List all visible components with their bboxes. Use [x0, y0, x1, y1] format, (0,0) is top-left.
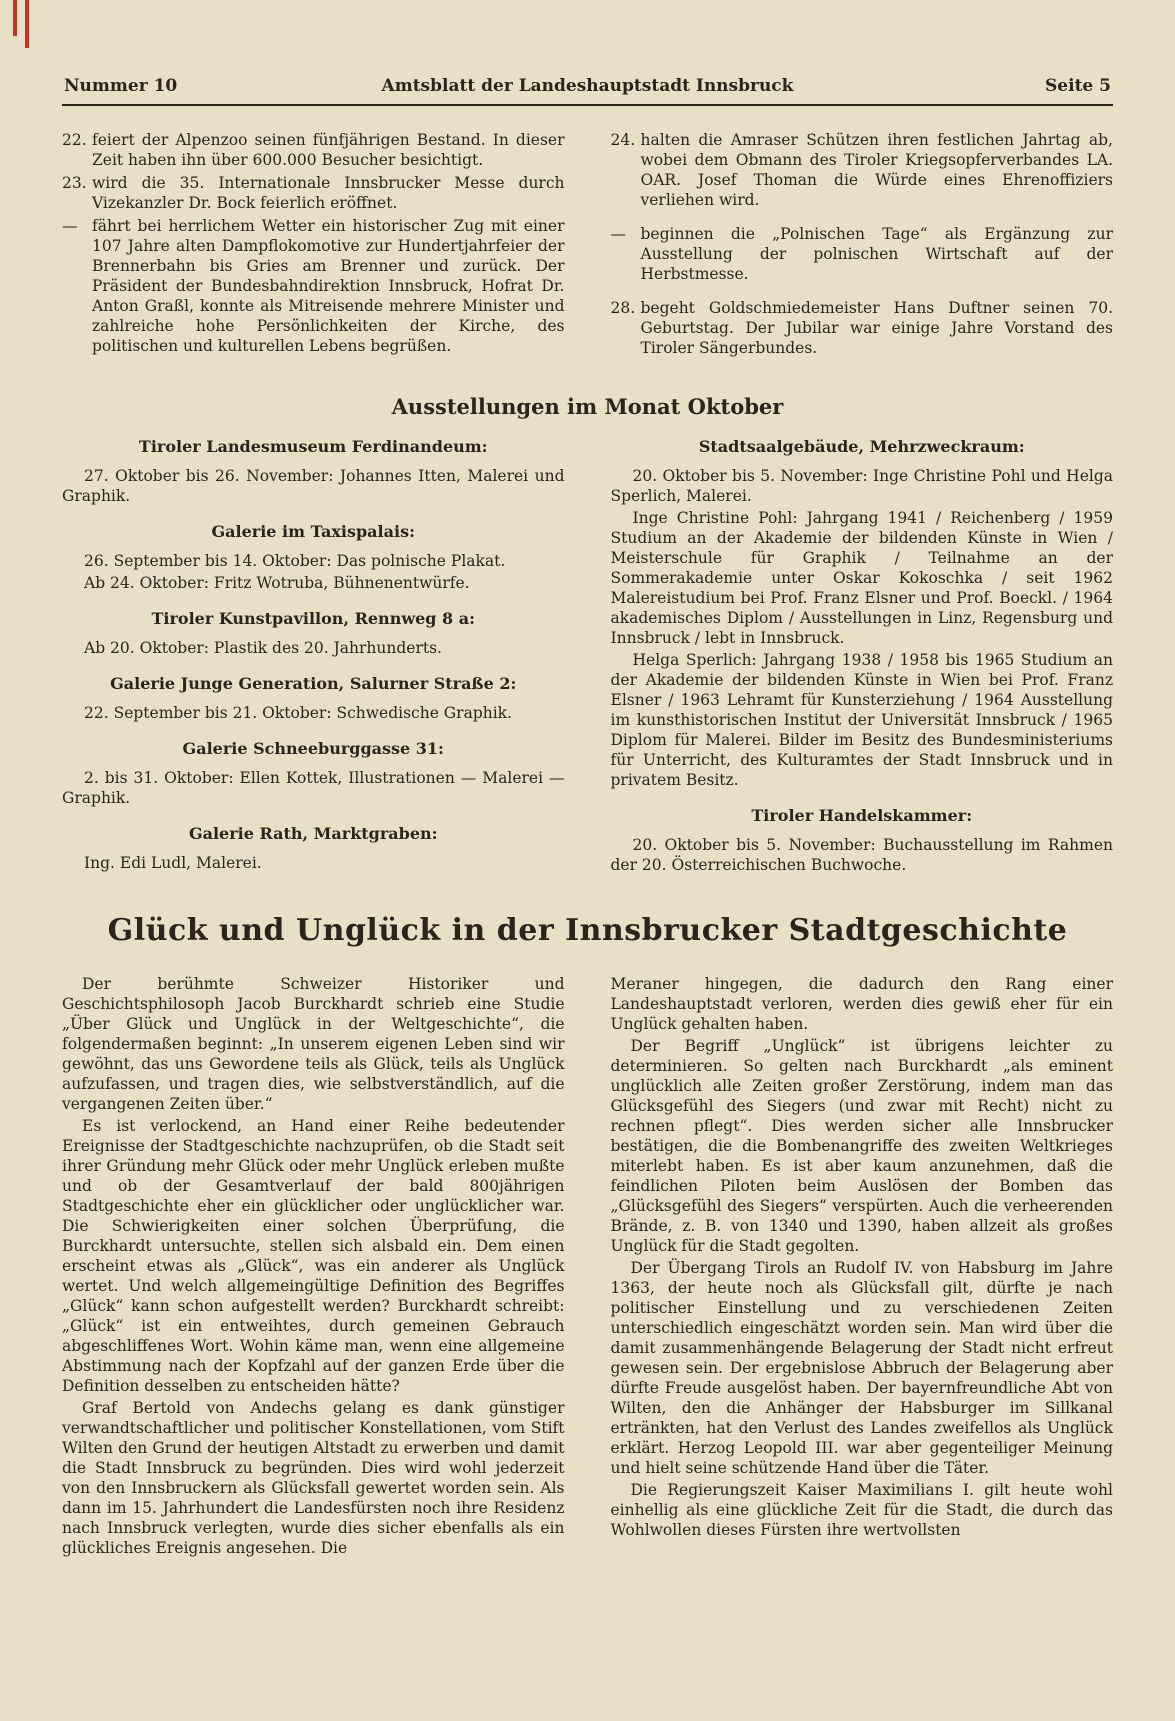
- news-item: [611, 130, 1114, 210]
- news-item-text: fährt bei herrlichem Wetter ein historischer Zug mit einer 107 Jahre alten Dampflokomotive zur Hundertjahrfeier der Brennerbahn bis Gries am Brenner und zurück. Der Präsident der Bundesbahndirektion Innsbruck, Hofrat Dr. Anton Graßl, konnte als Mitreisende mehrere Minister und zahlreiche hohe Persönlichkeiten der Kirche, des politischen und kulturellen Lebens begrüßen.: [92, 217, 565, 355]
- news-left-column: [62, 130, 565, 372]
- venue-heading: Galerie Junge Generation, Salurner Straße 2:: [110, 674, 517, 693]
- exhibition-entry: 22. September bis 21. Oktober: Schwedische Graphik.: [84, 704, 513, 722]
- venue-heading: Stadtsaalgebäude, Mehrzweckraum:: [698, 437, 1025, 456]
- news-item: [62, 216, 565, 356]
- exhibition-entry: 27. Oktober bis 26. November: Johannes Itten, Malerei und Graphik.: [62, 467, 565, 505]
- article-right-column: [611, 974, 1114, 1560]
- article-paragraph: Meraner hingegen, die dadurch den Rang einer Landeshauptstadt verloren, werden dies gewiß eher für ein Unglück gehalten haben.: [610, 975, 1113, 1033]
- news-section: [62, 130, 1113, 372]
- page-number: Seite 5: [1045, 76, 1111, 96]
- article-left-column: [62, 974, 565, 1560]
- article-paragraph: Graf Bertold von Andechs gelang es dank günstiger verwandtschaftlicher und politischer Konstellationen, vom Stift Wilten den Grund der heutigen Altstadt zu erwerben und damit die Stadt Innsbruck zu begründen. Dies wird wohl jederzeit von den Innsbruckern als Glücksfall gewertet worden sein. Als dann im 15. Jahrhundert die Landesfürsten noch ihre Residenz nach Innsbruck verlegten, wurde dies sicher ebenfalls als ein glückliches Ereignis angesehen. Die: [62, 1399, 565, 1557]
- news-item: [62, 130, 565, 170]
- exhibition-entry: 26. September bis 14. Oktober: Das polnische Plakat.: [84, 552, 506, 570]
- news-item-text: beginnen die „Polnischen Tage“ als Ergänzung zur Ausstellung der polnischen Wirtschaft auf der Herbstmesse.: [640, 225, 1113, 283]
- news-item-marker: 22.: [62, 131, 87, 149]
- masthead-title: Amtsblatt der Landeshauptstadt Innsbruck: [381, 76, 794, 96]
- news-item-text: feiert der Alpenzoo seinen fünfjährigen Bestand. In dieser Zeit haben ihn über 600.000 Besucher besichtigt.: [92, 131, 565, 169]
- exhibitions-left-column: [62, 421, 565, 877]
- issue-number: Nummer 10: [64, 76, 178, 96]
- news-item-marker: —: [62, 217, 78, 235]
- article-paragraph: Die Regierungszeit Kaiser Maximilians I. gilt heute wohl einhellig als eine glückliche Zeit für die Stadt, die durch das Wohlwollen dieses Fürsten ihre wertvollsten: [610, 1481, 1113, 1539]
- news-item-marker: 23.: [62, 174, 87, 192]
- exhibition-entry: Ab 20. Oktober: Plastik des 20. Jahrhunderts.: [84, 639, 442, 657]
- red-registration-mark: [25, 0, 29, 48]
- article-paragraph: Der berühmte Schweizer Historiker und Geschichtsphilosoph Jacob Burckhardt schrieb eine Studie „Über Glück und Unglück in der Weltgeschichte“, die folgendermaßen beginnt: „In unserem eigenen Leben sind wir gewöhnt, das uns Gewordene teils als Glück, teils als Unglück aufzufassen, und tragen dies, wie selbstverständlich, auf die vergangenen Zeiten über.“: [62, 975, 565, 1113]
- exhibition-entry: Ing. Edi Ludl, Malerei.: [84, 854, 262, 872]
- exhibition-entry: Ab 24. Oktober: Fritz Wotruba, Bühnenentwürfe.: [84, 574, 470, 592]
- artist-bio: Inge Christine Pohl: Jahrgang 1941 / Reichenberg / 1959 Studium an der Akademie der bildenden Künste in Wien / Meisterschule für Graphik / Teilnahme an der Sommerakademie unter Oskar Kokoschka / seit 1962 Malereistudium bei Prof. Franz Elsner und Prof. Boeckl. / 1964 akademisches Diplom / Ausstellungen in Linz, Regensburg und Innsbruck / lebt in Innsbruck.: [610, 509, 1113, 647]
- venue-heading: Galerie Schneeburggasse 31:: [182, 739, 444, 758]
- article-headline: Glück und Unglück in der Innsbrucker Stadtgeschichte: [107, 913, 1068, 948]
- news-item-marker: 28.: [610, 299, 636, 317]
- news-item-text: wird die 35. Internationale Innsbrucker Messe durch Vizekanzler Dr. Bock feierlich eröffnet.: [92, 174, 565, 212]
- news-item-text: begeht Goldschmiedemeister Hans Duftner seinen 70. Geburtstag. Der Jubilar war einige Jahre Vorstand des Tiroler Sängerbundes.: [640, 299, 1113, 357]
- venue-heading: Tiroler Kunstpavillon, Rennweg 8 a:: [151, 609, 476, 628]
- exhibition-entry: 20. Oktober bis 5. November: Buchausstellung im Rahmen der 20. Österreichischen Buchwoche.: [610, 836, 1113, 874]
- exhibitions-right-column: [611, 421, 1114, 877]
- article-paragraph: Der Übergang Tirols an Rudolf IV. von Habsburg im Jahre 1363, der heute noch als Glücksfall gilt, dürfte je nach politischer Einstellung und zu verschiedenen Zeiten unterschiedlich eingeschätzt worden sein. Man wird über die damit zusammenhängende Belagerung der Stadt nicht erfreut gewesen sein. Der ergebnislose Abbruch der Belagerung aber dürfte Freude ausgelöst haben. Der bayernfreundliche Abt von Wilten, den die Anhänger der Habsburger im Sillkanal ertränkten, hat den Verlust des Landes zweifellos als Unglück erklärt. Herzog Leopold III. war aber gegenteiliger Meinung und hielt seine schützende Hand über die Täter.: [610, 1259, 1113, 1477]
- exhibition-entry: 2. bis 31. Oktober: Ellen Kottek, Illustrationen — Malerei — Graphik.: [62, 769, 565, 807]
- news-item-marker: 24.: [610, 131, 636, 149]
- article-section: [62, 974, 1113, 1560]
- masthead: [62, 76, 1113, 106]
- article-paragraph: Der Begriff „Unglück“ ist übrigens leichter zu determinieren. So gelten nach Burckhardt „als eminent unglücklich alle Zeiten großer Zerstörung, indem man das Glücksgefühl des Siegers (und zwar mit Recht) nicht zu rechnen pflegt“. Dies werden sicher alle Innsbrucker bestätigen, die die Bombenangriffe des zweiten Weltkrieges miterlebt haben. Es ist aber kaum anzunehmen, daß die feindlichen Piloten beim Auslösen der Bomben das „Glücksgefühl des Siegers“ verspürten. Auch die verheerenden Brände, z. B. von 1340 und 1390, haben allzeit als großes Unglück für die Stadt gegolten.: [610, 1037, 1113, 1255]
- artist-bio: Helga Sperlich: Jahrgang 1938 / 1958 bis 1965 Studium an der Akademie der bildenden Künste in Wien bei Prof. Franz Elsner / 1963 Lehramt für Kunsterziehung / 1964 Ausstellung im kunsthistorischen Institut der Universität Innsbruck / 1965 Diplom für Malerei. Bilder im Besitz des Bundesministeriums für Unterricht, des Kulturamtes der Stadt Innsbruck und in privatem Besitz.: [610, 651, 1113, 789]
- news-item: [611, 224, 1114, 284]
- venue-heading: Galerie Rath, Marktgraben:: [188, 824, 438, 843]
- article-paragraph: Es ist verlockend, an Hand einer Reihe bedeutender Ereignisse der Stadtgeschichte nachzuprüfen, ob die Stadt seit ihrer Gründung mehr Glück oder mehr Unglück erleben mußte und ob der Gesamtverlauf der bald 800jährigen Stadtgeschichte eher ein glücklicher oder unglücklicher war. Die Schwierigkeiten einer solchen Überprüfung, die Burckhardt untersuchte, stellen sich alsbald ein. Dem einen erscheint etwas als „Glück“, was ein anderer als Unglück wertet. Und welch allgemeingültige Definition des Begriffes „Glück“ kann schon aufgestellt werden? Burckhardt schreibt: „Glück“ ist ein entweihtes, durch gemeinen Gebrauch abgeschliffenes Wort. Wohin käme man, wenn eine allgemeine Abstimmung nach der Kopfzahl auf der ganzen Erde über die Definition desselben zu entscheiden hätte?: [62, 1117, 565, 1395]
- news-item-text: halten die Amraser Schützen ihren festlichen Jahrtag ab, wobei dem Obmann des Tiroler Kriegsopferverbandes LA. OAR. Josef Thoman die Würde eines Ehrenoffiziers verliehen wird.: [640, 131, 1113, 209]
- exhibitions-section: [62, 421, 1113, 877]
- exhibition-entry: 20. Oktober bis 5. November: Inge Christine Pohl und Helga Sperlich, Malerei.: [610, 467, 1113, 505]
- news-right-column: [611, 130, 1114, 372]
- news-item: [611, 298, 1114, 358]
- venue-heading: Galerie im Taxispalais:: [211, 522, 415, 541]
- red-registration-mark: [13, 0, 17, 36]
- exhibitions-title: Ausstellungen im Monat Oktober: [391, 394, 784, 419]
- news-item-marker: —: [610, 225, 626, 243]
- venue-heading: Tiroler Landesmuseum Ferdinandeum:: [138, 437, 488, 456]
- news-item: [62, 173, 565, 213]
- venue-heading: Tiroler Handelskammer:: [751, 806, 973, 825]
